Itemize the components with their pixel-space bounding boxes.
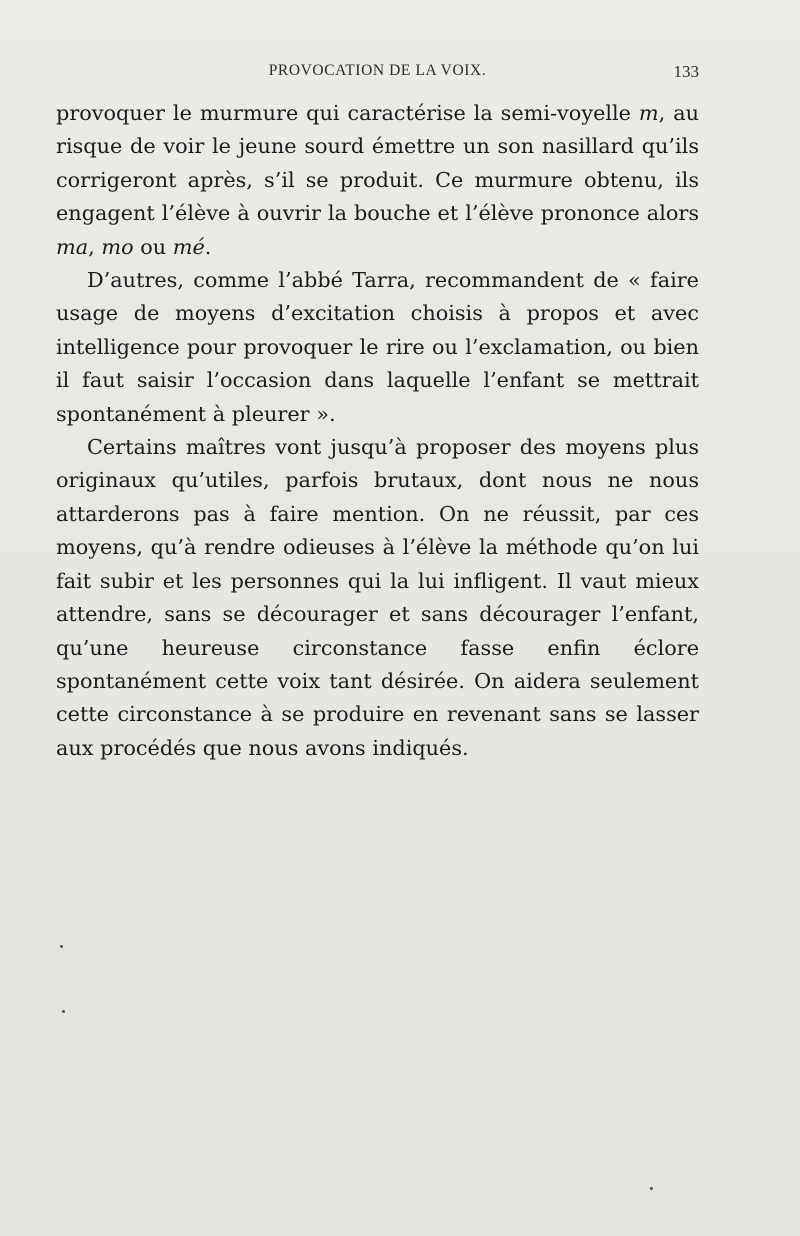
italic-term-m: m: [638, 101, 659, 125]
body-text: [56, 97, 699, 765]
ink-speck: [62, 1010, 65, 1013]
running-title: PROVOCATION DE LA VOIX.: [268, 62, 487, 79]
paragraph-3: [56, 431, 699, 765]
running-head: [56, 62, 699, 86]
italic-term-mo: mo: [101, 234, 134, 259]
paragraph-2: [56, 264, 699, 431]
paragraph-3-text: Certains maîtres vont jusqu’à proposer des moyens plus originaux qu’utiles, parfois brutaux, dont nous ne nous attarderons pas à faire mention. On ne réussit, par ces moyens, qu’à rendre odieuses à l’élève la méthode qu’on lui fait subir et les personnes qui la lui infligent. Il vaut mieux attendre, sans se décourager et sans décourager l’enfant, qu’une heureuse circonstance fasse enfin éclore spontanément cette voix tant désirée. On aidera seulement cette circonstance à se produire en revenant sans se lasser aux procédés que nous avons indiqués.: [56, 435, 699, 760]
page-number: 133: [673, 62, 699, 81]
paragraph-1-text: ou: [133, 234, 173, 259]
paragraph-1-text: provoquer le murmure qui caractérise la semi-voyelle: [56, 101, 639, 125]
paragraph-2-text: D’autres, comme l’abbé Tarra, recommandent de « faire usage de moyens d’excitation choisis à propos et avec intelligence pour provoquer le rire ou l’exclamation, ou bien il faut saisir l’occasion dans laquelle l’enfant se mettrait spontanément à pleurer ».: [56, 268, 699, 426]
italic-term-me: mé: [172, 234, 205, 259]
ink-speck: [60, 945, 63, 948]
paragraph-1: [56, 97, 699, 264]
italic-term-ma: ma: [56, 234, 89, 259]
ink-speck: [650, 1187, 653, 1190]
paragraph-1-text: .: [204, 234, 212, 259]
paragraph-1-text: , au risque de voir le jeune sourd émettre un son nasillard qu’ils corrigeront après, s’il se produit. Ce murmure obtenu, ils engagent l’élève à ouvrir la bouche et l’élève prononce alors: [56, 101, 699, 226]
paragraph-1-text: ,: [88, 234, 102, 259]
